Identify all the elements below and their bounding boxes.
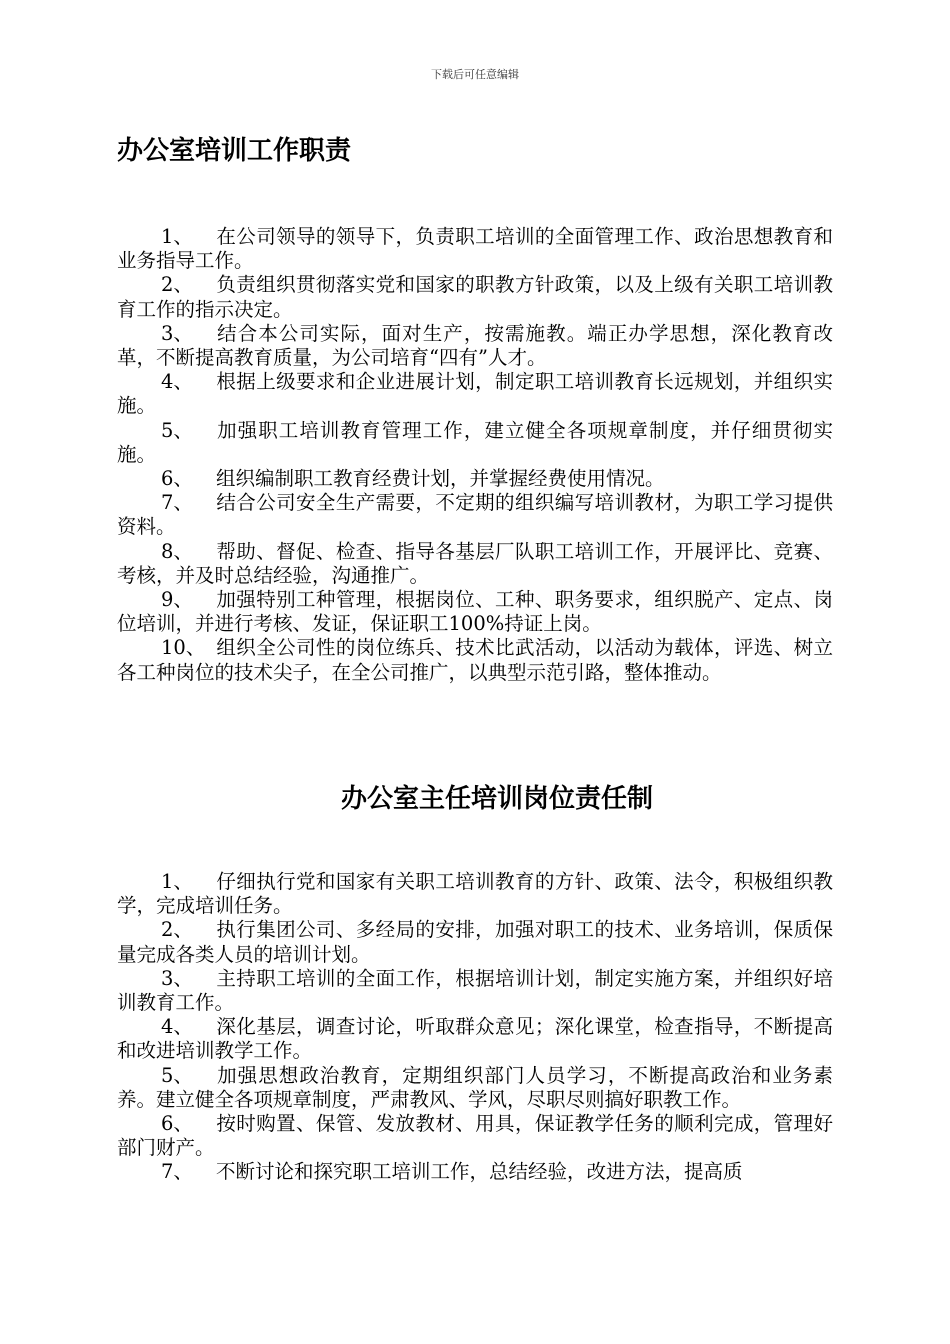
item-text: 深化基层，调查讨论，听取群众意见；深化课堂，检查指导，不断提高和改进培训教学工作。 xyxy=(117,1015,833,1063)
item-text: 加强特别工种管理，根据岗位、工种、职务要求，组织脱产、定点、岗位培训，并进行考核、发证，保证职工100%持证上岗。 xyxy=(117,588,833,636)
item-text: 结合公司安全生产需要，不定期的组织编写培训教材，为职工学习提供资料。 xyxy=(117,491,833,539)
item-text: 执行集团公司、多经局的安排，加强对职工的技术、业务培训，保质保量完成各类人员的培训计划。 xyxy=(117,918,833,966)
item-text: 按时购置、保管、发放教材、用具，保证教学任务的顺利完成，管理好部门财产。 xyxy=(117,1112,833,1160)
item-number: 5、 xyxy=(161,418,193,442)
item-text: 帮助、督促、检查、指导各基层厂队职工培训工作，开展评比、竞赛、考核，并及时总结经验，沟通推广。 xyxy=(117,539,833,587)
list-item xyxy=(117,1160,833,1184)
list-item xyxy=(117,322,833,370)
item-text: 仔细执行党和国家有关职工培训教育的方针、政策、法令，积极组织教学，完成培训任务。 xyxy=(117,870,833,918)
item-number: 8、 xyxy=(161,539,193,563)
list-item xyxy=(117,1064,833,1112)
list-item xyxy=(117,870,833,918)
item-number: 6、 xyxy=(161,1112,193,1136)
list-item xyxy=(117,1015,833,1063)
item-text: 主持职工培训的全面工作，根据培训计划，制定实施方案，并组织好培训教育工作。 xyxy=(117,966,833,1015)
item-number: 2、 xyxy=(161,273,193,297)
item-text: 加强职工培训教育管理工作，建立健全各项规章制度，并仔细贯彻实施。 xyxy=(117,418,833,466)
item-number: 3、 xyxy=(161,966,193,990)
item-number: 9、 xyxy=(161,588,193,612)
section-2-title: 办公室主任培训岗位责任制 xyxy=(340,784,653,814)
list-item xyxy=(117,1112,833,1160)
list-item xyxy=(117,540,833,588)
item-text: 结合本公司实际，面对生产，按需施教。端正办学思想，深化教育改革，不断提高教育质量，为公司培育“四有”人才。 xyxy=(117,321,833,370)
list-item xyxy=(117,273,833,321)
list-item xyxy=(117,967,833,1015)
item-number: 10、 xyxy=(161,636,206,660)
list-item xyxy=(117,636,833,684)
item-number: 1、 xyxy=(161,870,193,893)
section-2-list xyxy=(117,870,833,1185)
list-item xyxy=(117,467,833,491)
list-item xyxy=(117,491,833,539)
item-number: 4、 xyxy=(161,370,193,394)
list-item xyxy=(117,588,833,636)
item-text: 加强思想政治教育，定期组织部门人员学习，不断提高政治和业务素养。建立健全各项规章制度，严肃教风、学风，尽职尽则搞好职教工作。 xyxy=(117,1063,833,1111)
header-note: 下载后可任意编辑 xyxy=(431,68,519,81)
section-1-title: 办公室培训工作职责 xyxy=(117,136,352,166)
item-number: 7、 xyxy=(161,1160,193,1184)
list-item xyxy=(117,370,833,418)
list-item xyxy=(117,225,833,273)
item-text: 在公司领导的领导下，负责职工培训的全面管理工作、政治思想教育和业务指导工作。 xyxy=(117,225,833,273)
item-text: 组织编制职工教育经费计划，并掌握经费使用情况。 xyxy=(216,467,665,491)
item-number: 5、 xyxy=(161,1063,193,1087)
item-number: 7、 xyxy=(161,491,193,515)
item-text: 组织全公司性的岗位练兵、技术比武活动，以活动为载体，评选、树立各工种岗位的技术尖子，在全公司推广，以典型示范引路，整体推动。 xyxy=(117,636,833,684)
item-text: 不断讨论和探究职工培训工作，总结经验，改进方法，提高质 xyxy=(216,1160,743,1184)
item-text: 负责组织贯彻落实党和国家的职教方针政策，以及上级有关职工培训教育工作的指示决定。 xyxy=(117,273,833,321)
list-item xyxy=(117,918,833,966)
item-number: 4、 xyxy=(161,1015,193,1039)
item-number: 1、 xyxy=(161,225,193,248)
item-number: 2、 xyxy=(161,918,193,942)
item-number: 3、 xyxy=(161,321,193,345)
section-1-list xyxy=(117,225,833,685)
list-item xyxy=(117,419,833,467)
item-number: 6、 xyxy=(161,467,193,491)
item-text: 根据上级要求和企业进展计划，制定职工培训教育长远规划，并组织实施。 xyxy=(117,370,833,418)
